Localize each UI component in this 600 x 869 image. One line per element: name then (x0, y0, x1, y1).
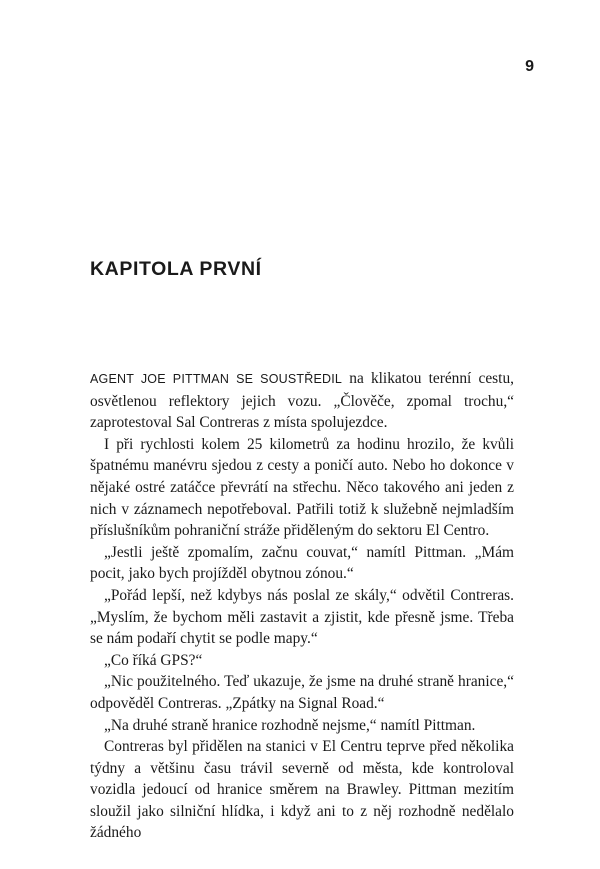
paragraph: „Pořád lepší, než kdybys nás poslal ze skály,“ odvětil Contreras. „Myslím, že bychom měli zastavit a zjistit, kde přesně jsme. Třeba se nám podaří chytit se podle mapy.“ (90, 586, 514, 648)
paragraph: „Jestli ještě zpomalím, začnu couvat,“ namítl Pittman. „Mám pocit, jako bych projížděl obytnou zónou.“ (90, 543, 514, 583)
paragraph: Contreras byl přidělen na stanici v El Centru teprve před několika týdny a většinu času trávil severně od města, kde kontroloval vozidla jedoucí od hranice směrem na Brawley. Pittman mezitím sloužil jako silniční hlídka, i když ani to z něj rozhodně nedělalo žádného (90, 738, 514, 842)
chapter-body (90, 368, 514, 844)
page-number: 9 (525, 58, 534, 75)
paragraph (90, 368, 514, 434)
paragraph: I při rychlosti kolem 25 kilometrů za hodinu hrozilo, že kvůli špatnému manévru sjedou z cesty a poničí auto. Nebo ho dokonce v nějaké ostré zatáčce převrátí na střechu. Něco takového ani jeden z nich v záznamech nepotřeboval. Patřili totiž k služebně nejmladším příslušníkům pohraniční stráže přiděleným do sektoru El Centro. (90, 435, 514, 540)
chapter-title: KAPITOLA PRVNÍ (90, 258, 262, 280)
paragraph: „Co říká GPS?“ (104, 651, 203, 669)
paragraph: „Nic použitelného. Teď ukazuje, že jsme na druhé straně hranice,“ odpověděl Contreras. „Zpátky na Signal Road.“ (90, 673, 514, 712)
paragraph: „Na druhé straně hranice rozhodně nejsme,“ namítl Pittman. (104, 716, 476, 734)
lead-in-caps: AGENT JOE PITTMAN SE SOUSTŘEDIL (90, 372, 343, 386)
paragraph-text: na klikatou terénní cestu, osvětlenou reflektory jejich vozu. „Člověče, zpomal trochu,“ zaprotestoval Sal Contreras z místa spolujezdce. (90, 370, 514, 432)
